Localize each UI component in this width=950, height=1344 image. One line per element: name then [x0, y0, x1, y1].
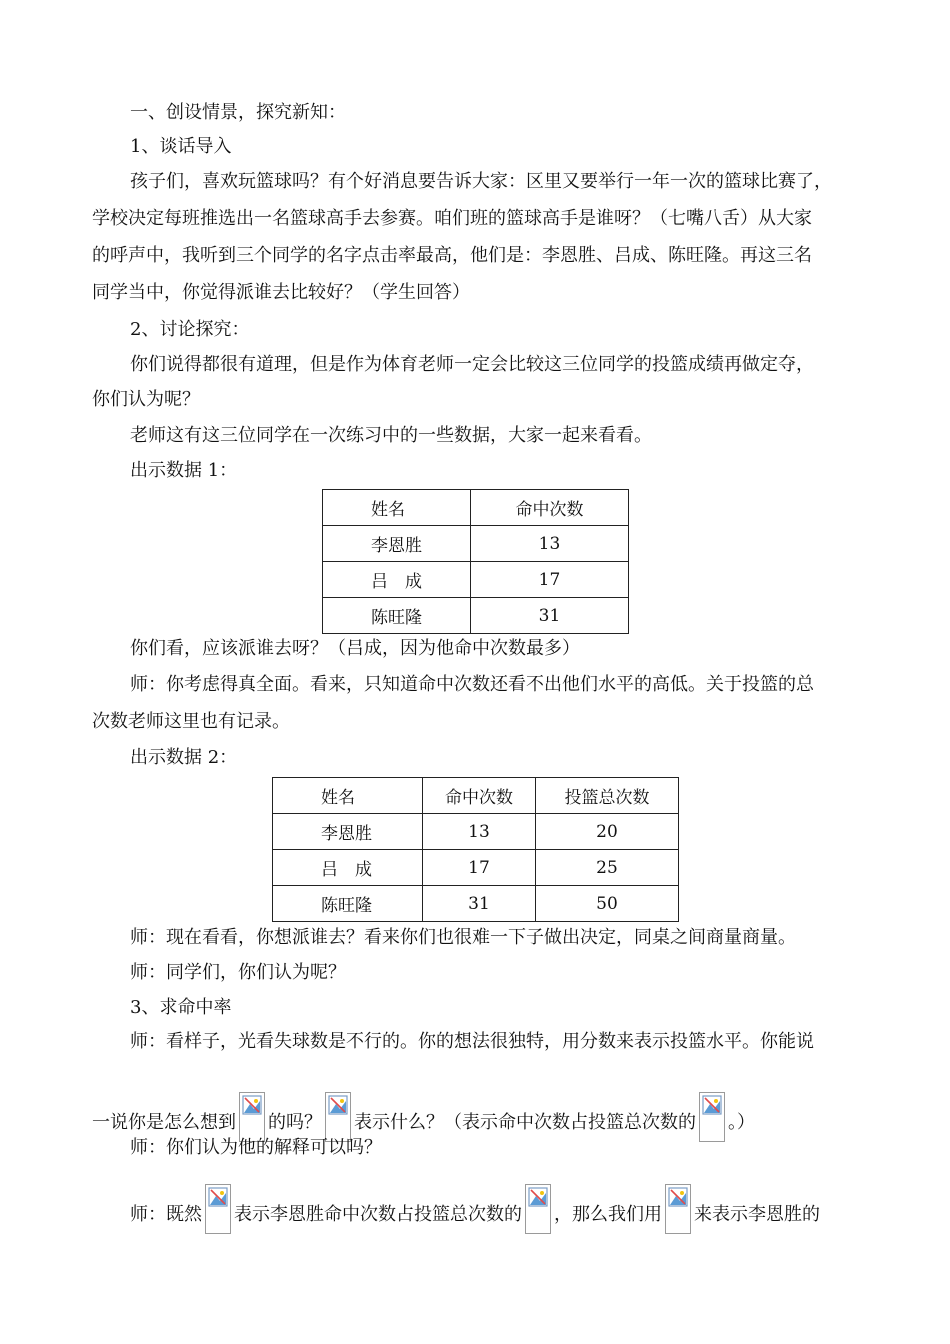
cell-name: 吕 成: [323, 562, 471, 598]
table-row: [273, 886, 679, 922]
text-segment: 表示什么？（表示命中次数占投篮总次数的: [354, 1112, 696, 1133]
teacher-line: 师：你们认为他的解释可以吗？: [130, 1137, 382, 1158]
intro-paragraph-line: 学校决定每班推选出一名篮球高手去参赛。咱们班的篮球高手是谁呀？（七嘴八舌）从大家: [92, 208, 812, 229]
text-segment: 一说你是怎么想到: [92, 1112, 236, 1133]
discuss-paragraph-line: 你们说得都很有道理，但是作为体育老师一定会比较这三位同学的投篮成绩再做定夺，: [130, 354, 814, 375]
cell-total: 20: [536, 814, 679, 850]
broken-image-icon: [239, 1092, 265, 1142]
cell-hits: 13: [423, 814, 536, 850]
cell-hits: 31: [471, 598, 629, 634]
teacher-line: 师：现在看看，你想派谁去？看来你们也很难一下子做出决定，同桌之间商量商量。: [130, 927, 796, 948]
table-row: [323, 526, 629, 562]
table-row: [323, 598, 629, 634]
data1-label: 出示数据 1：: [130, 460, 238, 481]
rate-question-line: [92, 1092, 755, 1142]
table-header-row: [273, 778, 679, 814]
broken-image-icon: [205, 1184, 231, 1234]
header-cell-name: 姓名: [273, 778, 423, 814]
table-row: [323, 562, 629, 598]
header-cell-hits: 命中次数: [423, 778, 536, 814]
data2-label: 出示数据 2：: [130, 747, 238, 768]
teacher-line: 师：看样子，光看失球数是不行的。你的想法很独特，用分数来表示投篮水平。你能说: [130, 1031, 814, 1052]
teacher-line: 次数老师这里也有记录。: [92, 711, 290, 732]
cell-total: 50: [536, 886, 679, 922]
header-cell-name: 姓名: [323, 490, 471, 526]
text-segment: 表示李恩胜命中次数占投篮总次数的: [234, 1204, 522, 1225]
question-line: 你们看，应该派谁去呀？（吕成，因为他命中次数最多）: [130, 638, 580, 659]
text-segment: 来表示李恩胜的: [694, 1204, 820, 1225]
teacher-line: 师：你考虑得真全面。看来，只知道命中次数还看不出他们水平的高低。关于投篮的总: [130, 674, 814, 695]
text-segment: ，那么我们用: [554, 1204, 662, 1225]
discuss-paragraph-line: 老师这有这三位同学在一次练习中的一些数据，大家一起来看看。: [130, 425, 652, 446]
table-shot-data-1: [322, 489, 629, 634]
intro-paragraph-line: 的呼声中，我听到三个同学的名字点击率最高，他们是：李恩胜、吕成、陈旺隆。再这三名: [92, 245, 812, 266]
table-shot-data-2: [272, 777, 679, 922]
broken-image-icon: [699, 1092, 725, 1142]
table-row: [273, 814, 679, 850]
subheading-rate: 3、求命中率: [130, 997, 232, 1018]
rate-explain-line: [130, 1184, 820, 1234]
broken-image-icon: [325, 1092, 351, 1142]
broken-image-icon: [525, 1184, 551, 1234]
subheading-intro: 1、谈话导入: [130, 136, 232, 157]
intro-paragraph-line: 同学当中，你觉得派谁去比较好？（学生回答）: [92, 282, 470, 303]
cell-hits: 31: [423, 886, 536, 922]
cell-name: 李恩胜: [323, 526, 471, 562]
text-segment: 师：既然: [130, 1204, 202, 1225]
cell-name: 吕 成: [273, 850, 423, 886]
text-segment: 。）: [728, 1112, 755, 1133]
section-heading: 一、创设情景，探究新知：: [130, 102, 346, 123]
discuss-paragraph-line: 你们认为呢？: [92, 389, 200, 410]
cell-name: 李恩胜: [273, 814, 423, 850]
broken-image-icon: [665, 1184, 691, 1234]
cell-name: 陈旺隆: [323, 598, 471, 634]
table-header-row: [323, 490, 629, 526]
subheading-discuss: 2、讨论探究：: [130, 319, 250, 340]
teacher-line: 师：同学们，你们认为呢？: [130, 962, 346, 983]
cell-hits: 17: [471, 562, 629, 598]
intro-paragraph-line: 孩子们，喜欢玩篮球吗？有个好消息要告诉大家：区里又要举行一年一次的篮球比赛了，: [130, 171, 832, 192]
cell-name: 陈旺隆: [273, 886, 423, 922]
header-cell-hits: 命中次数: [471, 490, 629, 526]
header-cell-total: 投篮总次数: [536, 778, 679, 814]
cell-total: 25: [536, 850, 679, 886]
table-row: [273, 850, 679, 886]
cell-hits: 17: [423, 850, 536, 886]
cell-hits: 13: [471, 526, 629, 562]
text-segment: 的吗？: [268, 1112, 322, 1133]
